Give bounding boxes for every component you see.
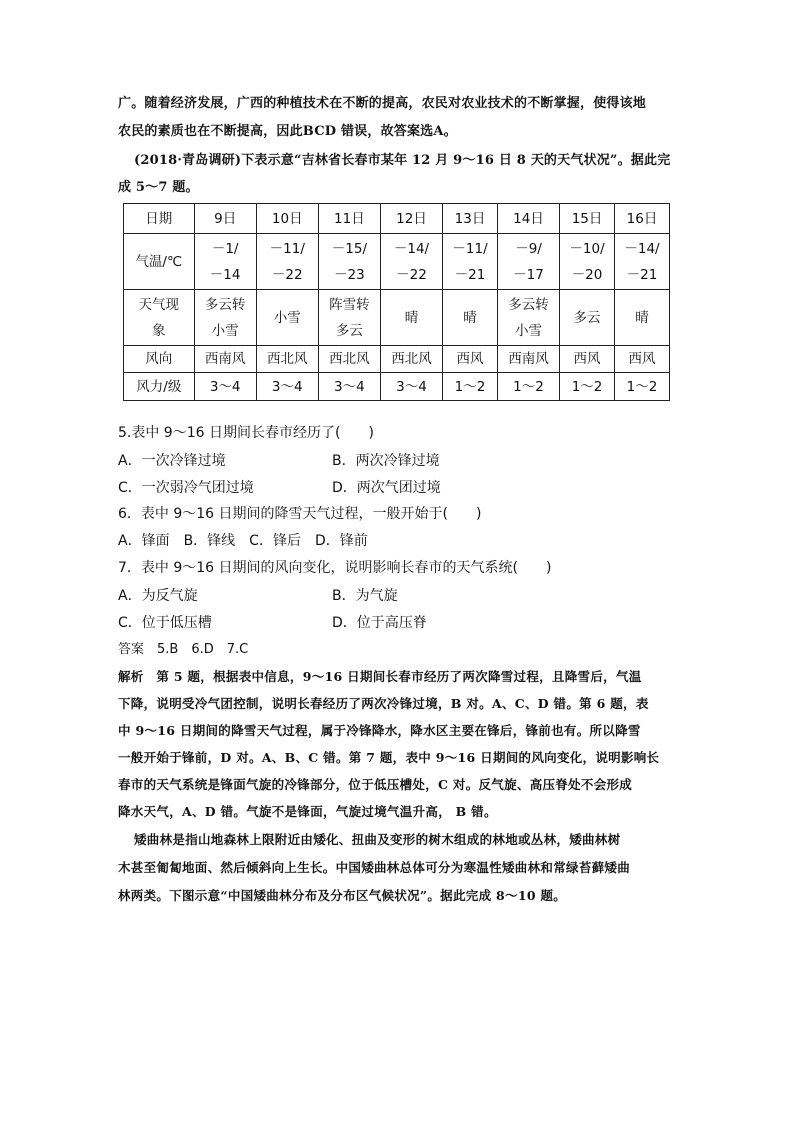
table-cell: 3～4 [194,373,256,401]
question-intro-line-1: (2018·青岛调研)下表示意“吉林省长春市某年 12 月 9～16 日 8 天的天气状况”。据此完 [134,153,671,168]
table-cell: 1～2 [560,373,615,401]
analysis-line-4: 一般开始于锋前，D 对。A、B、C 错。第 7 题，表中 9～16 日期间的风向变化，说明影响长 [118,750,660,765]
table-header-cell: 14日 [497,204,559,234]
passage-line-3: 林两类。下图示意“中国矮曲林分布及分布区气候状况”。据此完成 8～10 题。 [118,888,567,903]
table-header-cell: 16日 [615,204,670,234]
question-6-options: A．锋面 B．锋线 C．锋后 D．锋前 [118,533,368,549]
table-row-label: 气温/℃ [124,234,195,290]
table-row-wind-direction [124,346,670,373]
table-row-weather [124,290,670,346]
table-cell: 阵雪转 多云 [318,290,380,346]
table-header-cell: 13日 [443,204,498,234]
table-cell: 西风 [560,346,615,373]
table-cell: 3～4 [318,373,380,401]
table-cell: 多云转 小雪 [194,290,256,346]
question-7-stem: 7．表中 9～16 日期间的风向变化，说明影响长春市的天气系统( ) [118,560,552,576]
question-5-options-row-2 [118,477,678,499]
question-7-options-row-2 [118,612,678,634]
table-header-cell: 11日 [318,204,380,234]
question-intro-line-2: 成 5～7 题。 [118,180,199,195]
table-cell: 西南风 [497,346,559,373]
table-row-date [124,204,670,234]
table-cell: 西风 [443,346,498,373]
analysis-line-3: 中 9～16 日期间的降雪天气过程，属于冷锋降水，降水区主要在锋后，锋前也有。所以降雪 [118,723,641,738]
table-header-cell: 10日 [256,204,318,234]
table-header-cell: 日期 [124,204,195,234]
table-cell: －11/ －21 [443,234,498,290]
table-cell: －11/ －22 [256,234,318,290]
table-cell: 西北风 [318,346,380,373]
table-cell: 西南风 [194,346,256,373]
question-6-stem: 6．表中 9～16 日期间的降雪天气过程，一般开始于( ) [118,506,482,522]
passage-line-1: 矮曲林是指山地森林上限附近由矮化、扭曲及变形的树木组成的林地或丛林，矮曲林树 [134,832,621,847]
table-cell: －1/ －14 [194,234,256,290]
table-cell: 1～2 [443,373,498,401]
table-header-cell: 9日 [194,204,256,234]
table-cell: 1～2 [615,373,670,401]
question-5-option-c: C．一次弱冷气团过境 [118,480,254,496]
table-cell: 晴 [380,290,442,346]
table-cell: 3～4 [380,373,442,401]
table-row-label: 风力/级 [124,373,195,401]
table-cell: 西风 [615,346,670,373]
table-cell: －15/ －23 [318,234,380,290]
table-cell: 多云 [560,290,615,346]
question-5-option-b: B．两次冷锋过境 [332,453,440,469]
question-7-options-row-1 [118,585,678,607]
table-cell: －14/ －22 [380,234,442,290]
question-5-stem: 5.表中 9～16 日期间长春市经历了( ) [118,425,374,441]
table-cell: 晴 [615,290,670,346]
intro-line-2: 农民的素质也在不断提高，因此BCD 错误，故答案选A。 [118,124,457,139]
intro-line-1: 广。随着经济发展，广西的种植技术在不断的提高，农民对农业技术的不断掌握，使得该地 [118,96,647,111]
passage-line-2: 木甚至匍匐地面、然后倾斜向上生长。中国矮曲林总体可分为寒温性矮曲林和常绿苔藓矮曲 [118,860,631,875]
table-row-label: 天气现 象 [124,290,195,346]
question-7-option-d: D．位于高压脊 [332,615,427,631]
table-cell: －9/ －17 [497,234,559,290]
table-cell: 1～2 [497,373,559,401]
table-cell: 3～4 [256,373,318,401]
table-header-cell: 15日 [560,204,615,234]
table-row-label: 风向 [124,346,195,373]
table-row-wind-force [124,373,670,401]
analysis-line-6: 降水天气，A、D 错。气旋不是锋面，气旋过境气温升高， B 错。 [118,804,497,819]
table-cell: 多云转 小雪 [497,290,559,346]
analysis-line-1: 解析 第 5 题，根据表中信息，9～16 日期间长春市经历了两次降雪过程，且降雪后，气温 [118,669,642,684]
question-5-option-d: D．两次气团过境 [332,480,441,496]
analysis-line-5: 春市的天气系统是锋面气旋的冷锋部分，位于低压槽处，C 对。反气旋、高压脊处不会形成 [118,777,633,792]
table-cell: 西北风 [380,346,442,373]
weather-table [123,203,670,401]
answer-line: 答案 5.B 6.D 7.C [118,642,249,657]
table-cell: －10/ －20 [560,234,615,290]
table-cell: 西北风 [256,346,318,373]
question-7-option-a: A．为反气旋 [118,588,198,604]
question-5-options-row-1 [118,450,678,472]
table-cell: 小雪 [256,290,318,346]
question-7-option-b: B．为气旋 [332,588,398,604]
table-header-cell: 12日 [380,204,442,234]
question-7-option-c: C．位于低压槽 [118,615,212,631]
table-cell: －14/ －21 [615,234,670,290]
question-5-option-a: A．一次冷锋过境 [118,453,226,469]
analysis-line-2: 下降，说明受冷气团控制，说明长春经历了两次冷锋过境，B 对。A、C、D 错。第 6 题，表 [118,696,649,711]
table-cell: 晴 [443,290,498,346]
table-row-temperature [124,234,670,290]
